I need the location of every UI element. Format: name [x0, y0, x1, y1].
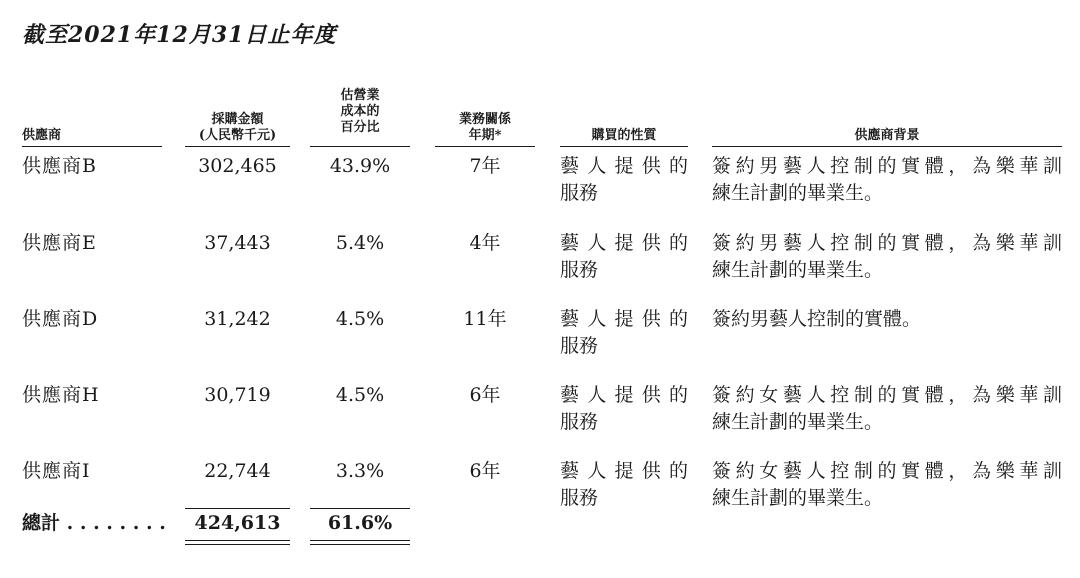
table-row-amount: 22,744: [204, 460, 271, 482]
table-row-percent: 43.9%: [329, 155, 391, 177]
table-row-years: 6年: [469, 384, 501, 406]
table-row-nature: 藝人提供的 服務: [560, 232, 688, 281]
table-row-years: 7年: [469, 155, 501, 177]
table-row-amount: 30,719: [204, 384, 271, 406]
table-row-background: 簽約男藝人控制的實體。: [712, 308, 922, 330]
table-row-years: 11年: [463, 308, 507, 330]
header-supplier: 供應商: [22, 128, 62, 143]
header-amount: 採購金額 (人民幣千元): [198, 112, 277, 143]
table-row-nature: 藝人提供的 服務: [560, 460, 688, 509]
table-row-percent: 4.5%: [335, 308, 385, 330]
total-double-rule-percent: [310, 540, 410, 545]
header-nature: 購買的性質: [591, 128, 657, 143]
total-amount: 424,613: [194, 512, 281, 534]
total-top-rule-percent: [310, 508, 410, 509]
table-row-background: 簽約男藝人控制的實體，為樂華訓 練生計劃的畢業生。: [712, 155, 1062, 204]
header-rule-amount: [185, 146, 290, 147]
table-row-amount: 37,443: [204, 232, 271, 254]
table-row-background: 簽約男藝人控制的實體，為樂華訓 練生計劃的畢業生。: [712, 232, 1062, 281]
table-row-percent: 5.4%: [335, 232, 385, 254]
header-rule-background: [712, 146, 1062, 147]
header-rule-supplier: [22, 146, 162, 147]
total-top-rule-amount: [185, 508, 290, 509]
total-label: 總計 . . . . . . . .: [22, 512, 166, 534]
table-row-amount: 31,242: [204, 308, 271, 330]
table-row-supplier: 供應商H: [22, 384, 100, 406]
table-row-supplier: 供應商I: [22, 460, 91, 482]
table-row-percent: 4.5%: [335, 384, 385, 406]
header-rule-nature: [560, 146, 688, 147]
table-row-nature: 藝人提供的 服務: [560, 384, 688, 433]
table-row-background: 簽約女藝人控制的實體，為樂華訓 練生計劃的畢業生。: [712, 384, 1062, 433]
table-row-years: 4年: [469, 232, 501, 254]
table-row-supplier: 供應商B: [22, 155, 97, 177]
header-rule-percent: [310, 146, 410, 147]
table-row-supplier: 供應商E: [22, 232, 97, 254]
table-row-percent: 3.3%: [335, 460, 385, 482]
header-percent: 估營業 成本的 百分比: [340, 88, 380, 135]
table-row-nature: 藝人提供的 服務: [560, 308, 688, 357]
header-rule-years: [435, 146, 535, 147]
total-double-rule-amount: [185, 540, 290, 545]
header-years: 業務關係 年期*: [458, 112, 511, 143]
total-percent: 61.6%: [327, 512, 393, 534]
table-row-nature: 藝人提供的 服務: [560, 155, 688, 204]
table-row-amount: 302,465: [198, 155, 277, 177]
table-row-supplier: 供應商D: [22, 308, 99, 330]
page-title: 截至2021年12月31日止年度: [22, 22, 337, 48]
table-row-years: 6年: [469, 460, 501, 482]
header-background: 供應商背景: [854, 128, 920, 143]
table-row-background: 簽約女藝人控制的實體，為樂華訓 練生計劃的畢業生。: [712, 460, 1062, 509]
